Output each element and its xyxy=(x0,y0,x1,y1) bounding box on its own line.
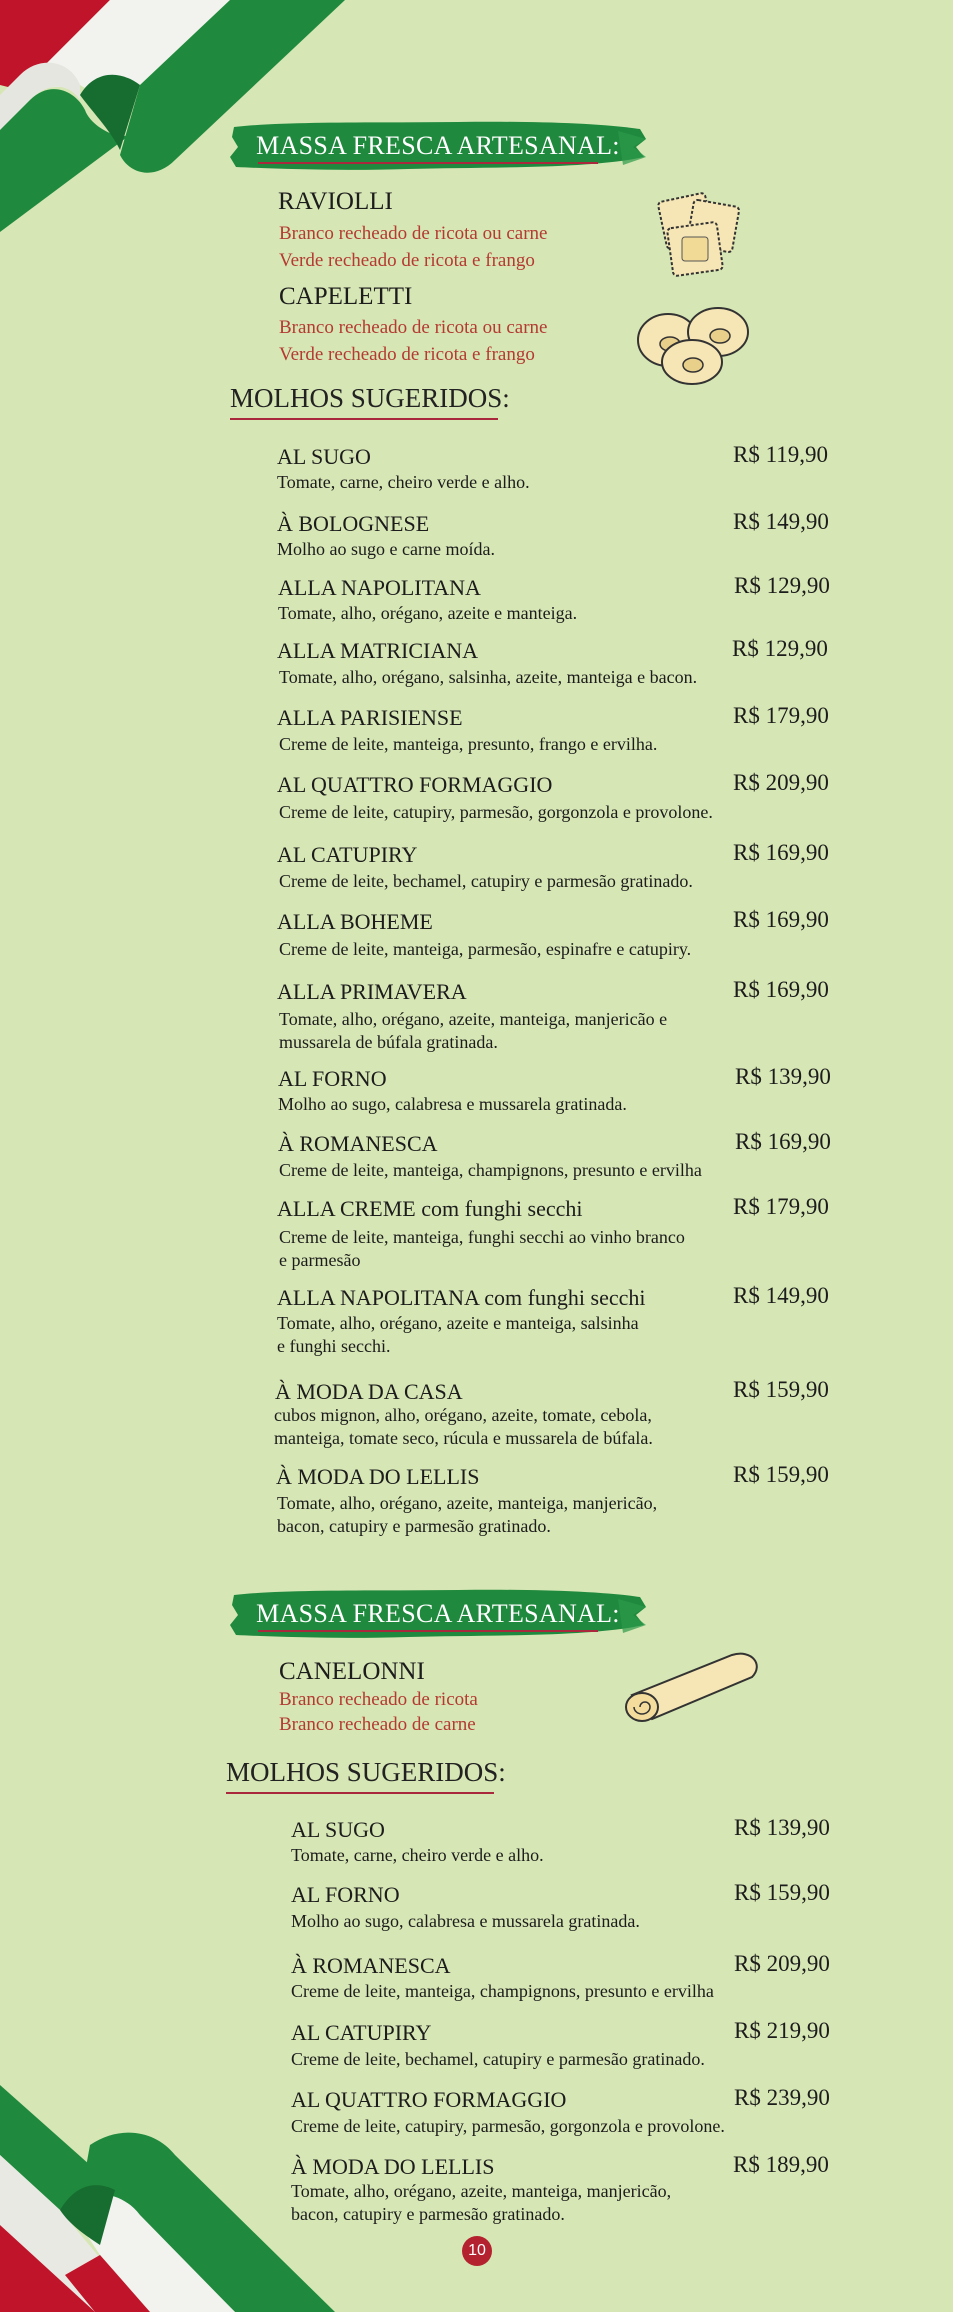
sauce-description: Creme de leite, manteiga, parmesão, espinafre e catupiry. xyxy=(279,939,692,959)
sauce-description: Tomate, alho, orégano, salsinha, azeite, manteiga e bacon. xyxy=(279,667,698,687)
sauce-name: À BOLOGNESE xyxy=(277,511,430,536)
pasta-canelonni-name: CANELONNI xyxy=(279,1658,425,1685)
banner-underline xyxy=(258,162,598,164)
sauce-description: Creme de leite, catupiry, parmesão, gorgonzola e provolone. xyxy=(279,802,713,822)
sauce-description: Tomate, alho, orégano, azeite, manteiga, manjericão, bacon, catupiry e parmesão gratinado. xyxy=(291,2181,672,2224)
sauce-name: AL QUATTRO FORMAGGIO xyxy=(291,2087,567,2112)
sauce-price: R$ 209,90 xyxy=(734,1951,830,1976)
sauce-description: Tomate, carne, cheiro verde e alho. xyxy=(291,1845,544,1865)
section1-banner xyxy=(228,117,648,175)
sauce-description: Tomate, alho, orégano, azeite e manteiga. xyxy=(278,603,578,623)
sauce-price: R$ 239,90 xyxy=(734,2085,830,2110)
sauce-description: Molho ao sugo e carne moída. xyxy=(277,539,495,559)
pasta-canelonni-line2: Branco recheado de carne xyxy=(279,1714,476,1735)
sauce-price: R$ 159,90 xyxy=(733,1462,829,1487)
sauce-description: cubos mignon, alho, orégano, azeite, tomate, cebola, manteiga, tomate seco, rúcula e mussarela de búfala. xyxy=(274,1405,653,1448)
section1-sauces-title: MOLHOS SUGERIDOS: xyxy=(230,383,510,413)
sauce-name: AL FORNO xyxy=(291,1882,400,1907)
sauce-price: R$ 129,90 xyxy=(734,573,830,598)
sauce-name: ALLA NAPOLITANA xyxy=(278,575,481,600)
sauces-title-underline xyxy=(230,418,498,420)
italian-flag-ribbon-bottom xyxy=(0,2085,340,2312)
sauce-price: R$ 179,90 xyxy=(733,703,829,728)
sauce-name: ALLA PARISIENSE xyxy=(277,705,463,730)
sauce-price: R$ 219,90 xyxy=(734,2018,830,2043)
section2-banner-title: MASSA FRESCA ARTESANAL: xyxy=(256,1599,620,1628)
sauce-name: À MODA DA CASA xyxy=(275,1379,463,1404)
sauce-description: Creme de leite, manteiga, champignons, presunto e ervilha xyxy=(291,1981,714,2001)
sauce-description: Tomate, alho, orégano, azeite, manteiga, manjericão, bacon, catupiry e parmesão gratinado. xyxy=(277,1493,658,1536)
pasta-ravioli-line2: Verde recheado de ricota e frango xyxy=(279,250,535,271)
sauce-price: R$ 159,90 xyxy=(734,1880,830,1905)
sauce-price: R$ 149,90 xyxy=(733,1283,829,1308)
sauce-name: AL CATUPIRY xyxy=(291,2020,432,2045)
sauces-title-underline xyxy=(226,1792,494,1794)
sauce-price: R$ 189,90 xyxy=(733,2152,829,2177)
sauce-name: ALLA MATRICIANA xyxy=(277,638,479,663)
sauce-price: R$ 169,90 xyxy=(733,907,829,932)
sauce-name: À MODA DO LELLIS xyxy=(291,2154,495,2179)
sauce-price: R$ 149,90 xyxy=(733,509,829,534)
sauce-price: R$ 159,90 xyxy=(733,1377,829,1402)
sauce-price: R$ 169,90 xyxy=(733,977,829,1002)
sauce-name: ALLA PRIMAVERA xyxy=(277,979,467,1004)
sauce-name: AL FORNO xyxy=(278,1066,387,1091)
pasta-capeletti-line1: Branco recheado de ricota ou carne xyxy=(279,317,548,338)
sauce-price: R$ 209,90 xyxy=(733,770,829,795)
sauce-price: R$ 169,90 xyxy=(735,1129,831,1154)
sauce-name: ALLA CREME com funghi secchi xyxy=(277,1196,583,1221)
canelonni-icon xyxy=(612,1645,762,1730)
pasta-capeletti-line2: Verde recheado de ricota e frango xyxy=(279,344,535,365)
sauce-name: AL SUGO xyxy=(277,444,371,469)
sauce-description: Creme de leite, bechamel, catupiry e parmesão gratinado. xyxy=(279,871,693,891)
sauce-description: Tomate, alho, orégano, azeite e manteiga, salsinha e funghi secchi. xyxy=(277,1313,639,1356)
sauce-description: Molho ao sugo, calabresa e mussarela gratinada. xyxy=(278,1094,627,1114)
sauce-name: À ROMANESCA xyxy=(278,1131,438,1156)
sauce-name: À MODA DO LELLIS xyxy=(276,1464,480,1489)
ravioli-icon xyxy=(650,185,745,280)
pasta-capeletti-name: CAPELETTI xyxy=(279,283,413,310)
sauce-price: R$ 139,90 xyxy=(734,1815,830,1840)
sauce-name: AL SUGO xyxy=(291,1817,385,1842)
sauce-price: R$ 179,90 xyxy=(733,1194,829,1219)
sauce-description: Creme de leite, manteiga, funghi secchi ao vinho branco e parmesão xyxy=(279,1227,685,1270)
section2-sauces-title: MOLHOS SUGERIDOS: xyxy=(226,1757,506,1787)
section2-banner xyxy=(228,1585,648,1643)
sauce-description: Molho ao sugo, calabresa e mussarela gratinada. xyxy=(291,1911,640,1931)
sauce-description: Creme de leite, catupiry, parmesão, gorgonzola e provolone. xyxy=(291,2116,725,2136)
banner-underline xyxy=(258,1630,598,1632)
sauce-price: R$ 119,90 xyxy=(733,442,828,467)
pasta-ravioli-line1: Branco recheado de ricota ou carne xyxy=(279,223,548,244)
sauce-name: ALLA NAPOLITANA com funghi secchi xyxy=(277,1285,646,1310)
sauce-name: ALLA BOHEME xyxy=(277,909,433,934)
sauce-name: À ROMANESCA xyxy=(291,1953,451,1978)
sauce-price: R$ 139,90 xyxy=(735,1064,831,1089)
sauce-name: AL CATUPIRY xyxy=(277,842,418,867)
capeletti-icon xyxy=(630,302,755,387)
section1-banner-title: MASSA FRESCA ARTESANAL: xyxy=(256,131,620,160)
pasta-canelonni-line1: Branco recheado de ricota xyxy=(279,1689,478,1710)
sauce-name: AL QUATTRO FORMAGGIO xyxy=(277,772,553,797)
sauce-description: Creme de leite, manteiga, champignons, presunto e ervilha xyxy=(279,1160,702,1180)
sauce-description: Creme de leite, bechamel, catupiry e parmesão gratinado. xyxy=(291,2049,705,2069)
page-number: 10 xyxy=(462,2236,492,2266)
sauce-description: Creme de leite, manteiga, presunto, frango e ervilha. xyxy=(279,734,658,754)
sauce-price: R$ 129,90 xyxy=(732,636,828,661)
sauce-description: Tomate, carne, cheiro verde e alho. xyxy=(277,472,530,492)
sauce-description: Tomate, alho, orégano, azeite, manteiga, manjericão e mussarela de búfala gratinada. xyxy=(279,1009,668,1052)
pasta-ravioli-name: RAVIOLLI xyxy=(278,188,393,215)
sauce-price: R$ 169,90 xyxy=(733,840,829,865)
